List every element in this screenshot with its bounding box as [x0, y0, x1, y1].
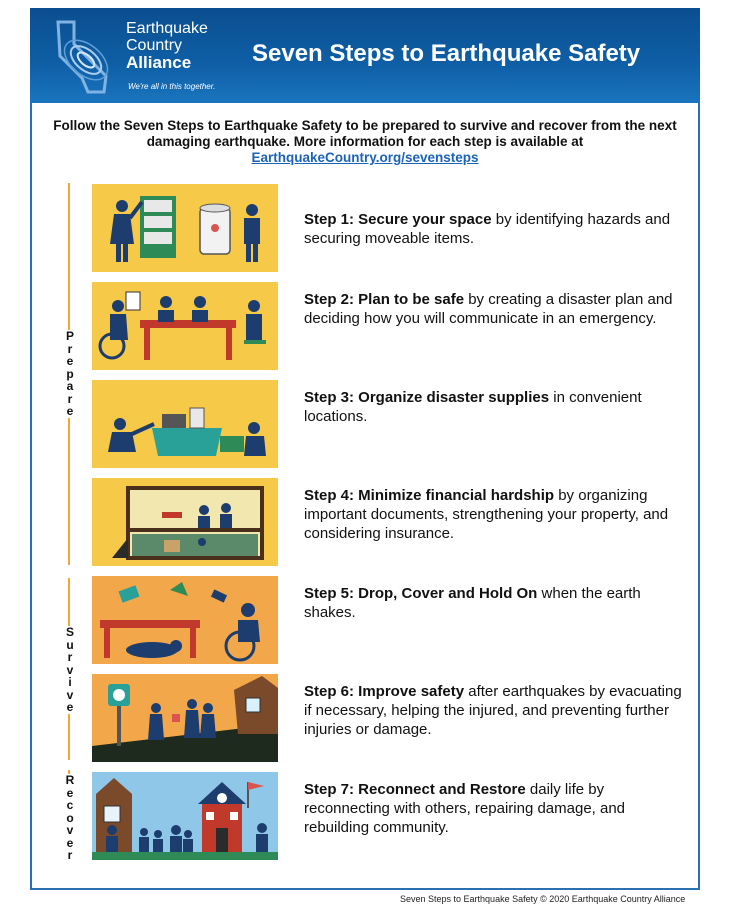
step-2-text: [304, 290, 689, 328]
sevensteps-link[interactable]: EarthquakeCountry.org/sevensteps: [251, 150, 479, 165]
recover-label: [64, 774, 76, 862]
step-6-heading: Step 6: Improve safety: [304, 683, 465, 700]
step-7-illustration: [92, 772, 278, 860]
logo-wordmark: [126, 20, 208, 71]
logo-line-2: Country: [126, 37, 183, 54]
step-3-illustration: [92, 380, 278, 468]
step-7-body: daily life by reconnecting with others, repairing damage, and rebuilding community.: [304, 781, 626, 836]
footer-copyright: Seven Steps to Earthquake Safety © 2020 Earthquake Country Alliance: [400, 894, 686, 904]
header-banner: [30, 8, 700, 103]
step-1-illustration: [92, 184, 278, 272]
page-title: Seven Steps to Earthquake Safety: [252, 40, 641, 67]
recover-text: R e c o v e r: [65, 773, 75, 862]
step-4-illustration: [92, 478, 278, 566]
prepare-text: P r e p a r e: [65, 329, 74, 418]
step-3-body: in convenient locations.: [304, 389, 642, 425]
step-5-body: when the earth shakes.: [304, 585, 641, 621]
step-3-heading: Step 3: Organize disaster supplies: [304, 389, 550, 406]
intro-paragraph: [50, 118, 680, 166]
step-3-text: [304, 388, 689, 426]
step-1-heading: Step 1: Secure your space: [304, 211, 492, 228]
step-6-text: [304, 682, 689, 739]
step-5-heading: Step 5: Drop, Cover and Hold On: [304, 585, 538, 602]
step-7-text: [304, 780, 689, 837]
prepare-label: [64, 330, 76, 418]
step-1-body: by identifying hazards and securing moveable items.: [304, 211, 671, 247]
logo-line-3: Alliance: [126, 53, 192, 72]
step-2-illustration: [92, 282, 278, 370]
step-2-body: by creating a disaster plan and deciding how you will communicate in an emergency.: [304, 291, 673, 327]
eca-logo[interactable]: [48, 14, 248, 98]
step-4-text: [304, 486, 689, 543]
step-4-heading: Step 4: Minimize financial hardship: [304, 487, 555, 504]
step-6-body: after earthquakes by evacuating if necessary, helping the injured, and preventing further injuries or damage.: [304, 683, 682, 738]
step-4-body: by organizing important documents, strengthening your property, and considering insurance.: [304, 487, 669, 542]
step-5-text: [304, 584, 689, 622]
logo-line-1: Earthquake: [126, 20, 208, 37]
survive-text: S u r v i v e: [65, 625, 74, 714]
california-swirl-icon: [48, 14, 124, 98]
intro-text: Follow the Seven Steps to Earthquake Safety to be prepared to survive and recover from the next damaging earthquake. More information for each step is available at: [53, 118, 677, 149]
step-5-illustration: [92, 576, 278, 664]
step-1-text: [304, 210, 689, 248]
step-2-heading: Step 2: Plan to be safe: [304, 291, 465, 308]
survive-label: [64, 626, 76, 714]
logo-tagline: We're all in this together.: [128, 82, 216, 91]
step-6-illustration: [92, 674, 278, 762]
step-7-heading: Step 7: Reconnect and Restore: [304, 781, 526, 798]
